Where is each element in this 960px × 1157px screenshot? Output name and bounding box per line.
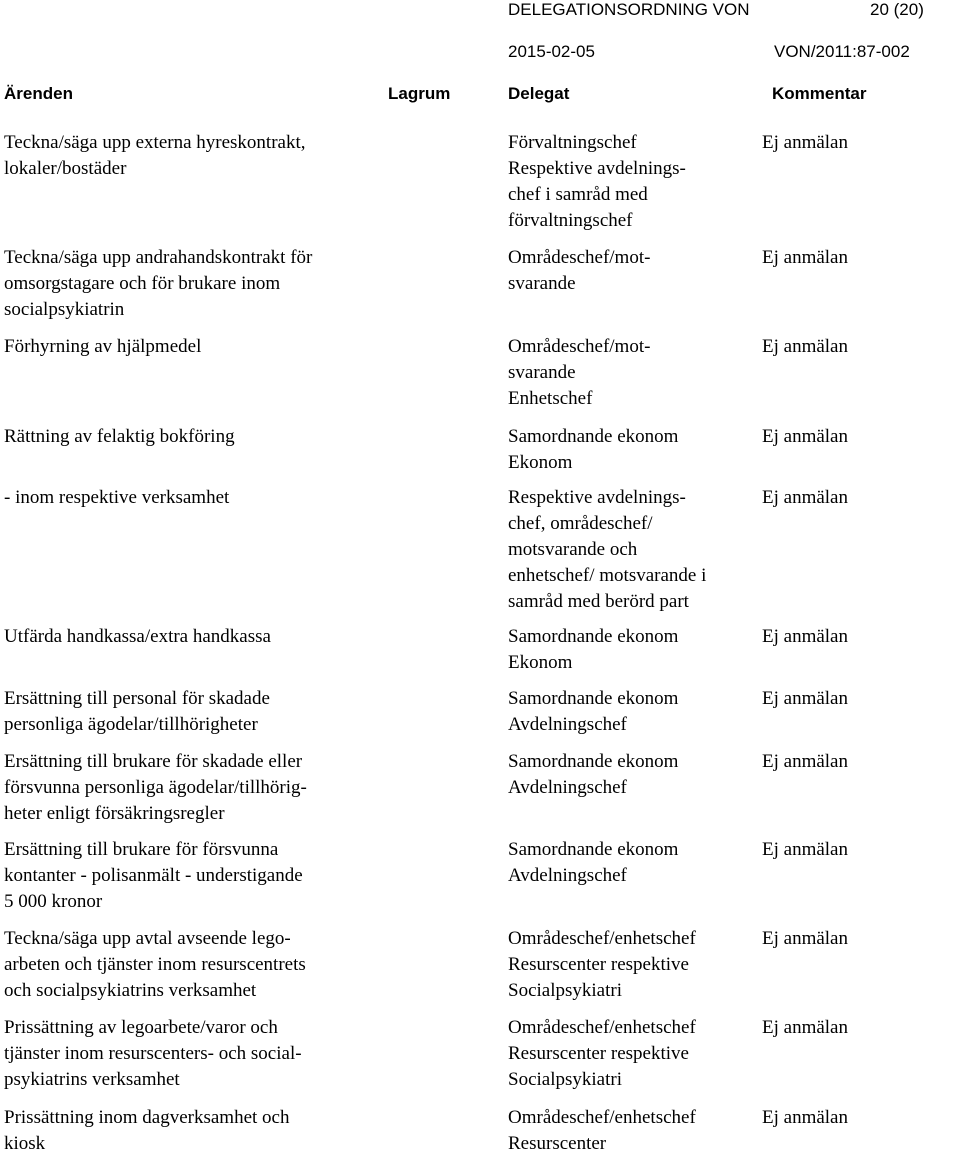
column-header-kommentar: Kommentar <box>772 84 867 103</box>
column-header-arenden: Ärenden <box>4 84 73 103</box>
kommentar-cell: Ej anmälan <box>762 247 848 268</box>
arende-cell: Rättning av felaktig bokföring <box>4 426 235 447</box>
arende-cell: Prissättning av legoarbete/varor och tjänster inom resurscenters- och social- psykiatrins verksamhet <box>4 1017 302 1090</box>
arende-cell: Teckna/säga upp andrahandskontrakt för omsorgstagare och för brukare inom socialpsykiatrin <box>4 247 313 320</box>
arende-cell: Ersättning till brukare för försvunna kontanter - polisanmält - understigande 5 000 kronor <box>4 839 303 912</box>
kommentar-cell: Ej anmälan <box>762 751 848 772</box>
delegat-cell: Områdeschef/enhetschef Resurscenter respektive Socialpsykiatri <box>508 928 696 1001</box>
kommentar-cell: Ej anmälan <box>762 839 848 860</box>
kommentar-cell: Ej anmälan <box>762 426 848 447</box>
column-header-delegat: Delegat <box>508 84 570 103</box>
kommentar-cell: Ej anmälan <box>762 336 848 357</box>
page-number: 20 (20) <box>870 0 924 19</box>
kommentar-cell: Ej anmälan <box>762 1107 848 1128</box>
arende-cell: Teckna/säga upp avtal avseende lego- arbeten och tjänster inom resurscentrets och socialpsykiatrins verksamhet <box>4 928 306 1001</box>
delegat-cell: Samordnande ekonom Avdelningschef <box>508 688 679 735</box>
kommentar-cell: Ej anmälan <box>762 688 848 709</box>
delegat-cell: Samordnande ekonom Ekonom <box>508 426 679 473</box>
arende-cell: Teckna/säga upp externa hyreskontrakt, lokaler/bostäder <box>4 132 306 179</box>
delegat-cell: Förvaltningschef Respektive avdelnings- chef i samråd med förvaltningschef <box>508 132 686 231</box>
delegat-cell: Respektive avdelnings- chef, områdeschef/ motsvarande och enhetschef/ motsvarande i samråd med berörd part <box>508 487 707 612</box>
document-title: DELEGATIONSORDNING VON <box>508 0 750 19</box>
arende-cell: Prissättning inom dagverksamhet och kiosk <box>4 1107 290 1154</box>
arende-cell: Ersättning till brukare för skadade eller försvunna personliga ägodelar/tillhörig- heter enligt försäkringsregler <box>4 751 307 824</box>
arende-cell: Utfärda handkassa/extra handkassa <box>4 626 271 647</box>
kommentar-cell: Ej anmälan <box>762 487 848 508</box>
document-reference: VON/2011:87-002 <box>774 42 910 61</box>
delegat-cell: Områdeschef/mot- svarande <box>508 247 651 294</box>
delegat-cell: Samordnande ekonom Ekonom <box>508 626 679 673</box>
arende-cell: Ersättning till personal för skadade personliga ägodelar/tillhörigheter <box>4 688 270 735</box>
kommentar-cell: Ej anmälan <box>762 1017 848 1038</box>
delegat-cell: Samordnande ekonom Avdelningschef <box>508 751 679 798</box>
kommentar-cell: Ej anmälan <box>762 928 848 949</box>
delegat-cell: Samordnande ekonom Avdelningschef <box>508 839 679 886</box>
delegat-cell: Områdeschef/enhetschef Resurscenter <box>508 1107 696 1154</box>
delegat-cell: Områdeschef/mot- svarande Enhetschef <box>508 336 651 409</box>
document-date: 2015-02-05 <box>508 42 595 61</box>
kommentar-cell: Ej anmälan <box>762 626 848 647</box>
delegat-cell: Områdeschef/enhetschef Resurscenter respektive Socialpsykiatri <box>508 1017 696 1090</box>
column-header-lagrum: Lagrum <box>388 84 451 103</box>
kommentar-cell: Ej anmälan <box>762 132 848 153</box>
arende-cell: Förhyrning av hjälpmedel <box>4 336 202 357</box>
arende-cell: - inom respektive verksamhet <box>4 487 230 508</box>
